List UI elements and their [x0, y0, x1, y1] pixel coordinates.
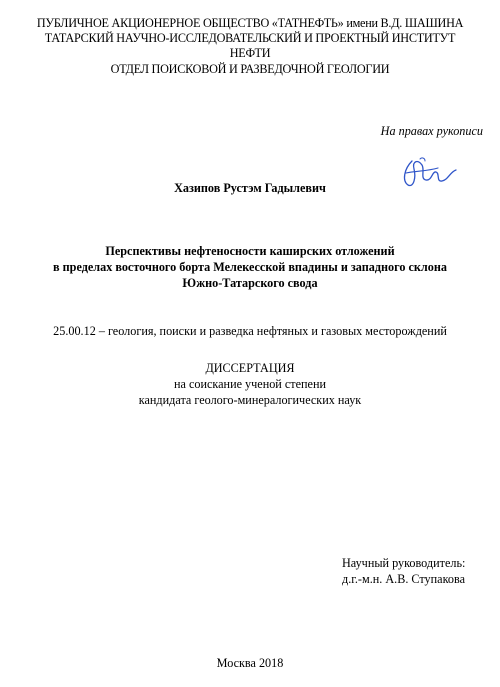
author-name: Хазипов Рустэм Гадылевич — [174, 181, 326, 195]
org-name-line-1: ПУБЛИЧНОЕ АКЦИОНЕРНОЕ ОБЩЕСТВО «ТАТНЕФТЬ» имени В.Д. ШАШИНА — [36, 16, 464, 30]
department-name: ОТДЕЛ ПОИСКОВОЙ И РАЗВЕДОЧНОЙ ГЕОЛОГИИ — [110, 62, 390, 76]
dissertation-purpose: на соискание ученой степени — [174, 377, 326, 391]
title-line-2: в пределах восточного борта Мелекесской впадины и западного склона — [53, 260, 447, 274]
supervisor-label: Научный руководитель: — [342, 556, 466, 570]
city-year: Москва 2018 — [216, 656, 284, 670]
dissertation-label: ДИССЕРТАЦИЯ — [205, 361, 295, 375]
dissertation-degree: кандидата геолого-минералогических наук — [138, 393, 362, 407]
supervisor-name: д.г.-м.н. А.В. Ступакова — [342, 572, 465, 586]
specialty-code: 25.00.12 – геология, поиски и разведка нефтяных и газовых месторождений — [53, 324, 447, 338]
org-name-line-2: ТАТАРСКИЙ НАУЧНО-ИССЛЕДОВАТЕЛЬСКИЙ И ПРОЕКТНЫЙ ИНСТИТУТ — [44, 31, 456, 45]
manuscript-note: На правах рукописи — [380, 124, 483, 138]
org-name-line-3: НЕФТИ — [229, 46, 271, 60]
title-line-1: Перспективы нефтеносности каширских отложений — [105, 244, 395, 258]
title-line-3: Южно-Татарского свода — [182, 276, 318, 290]
